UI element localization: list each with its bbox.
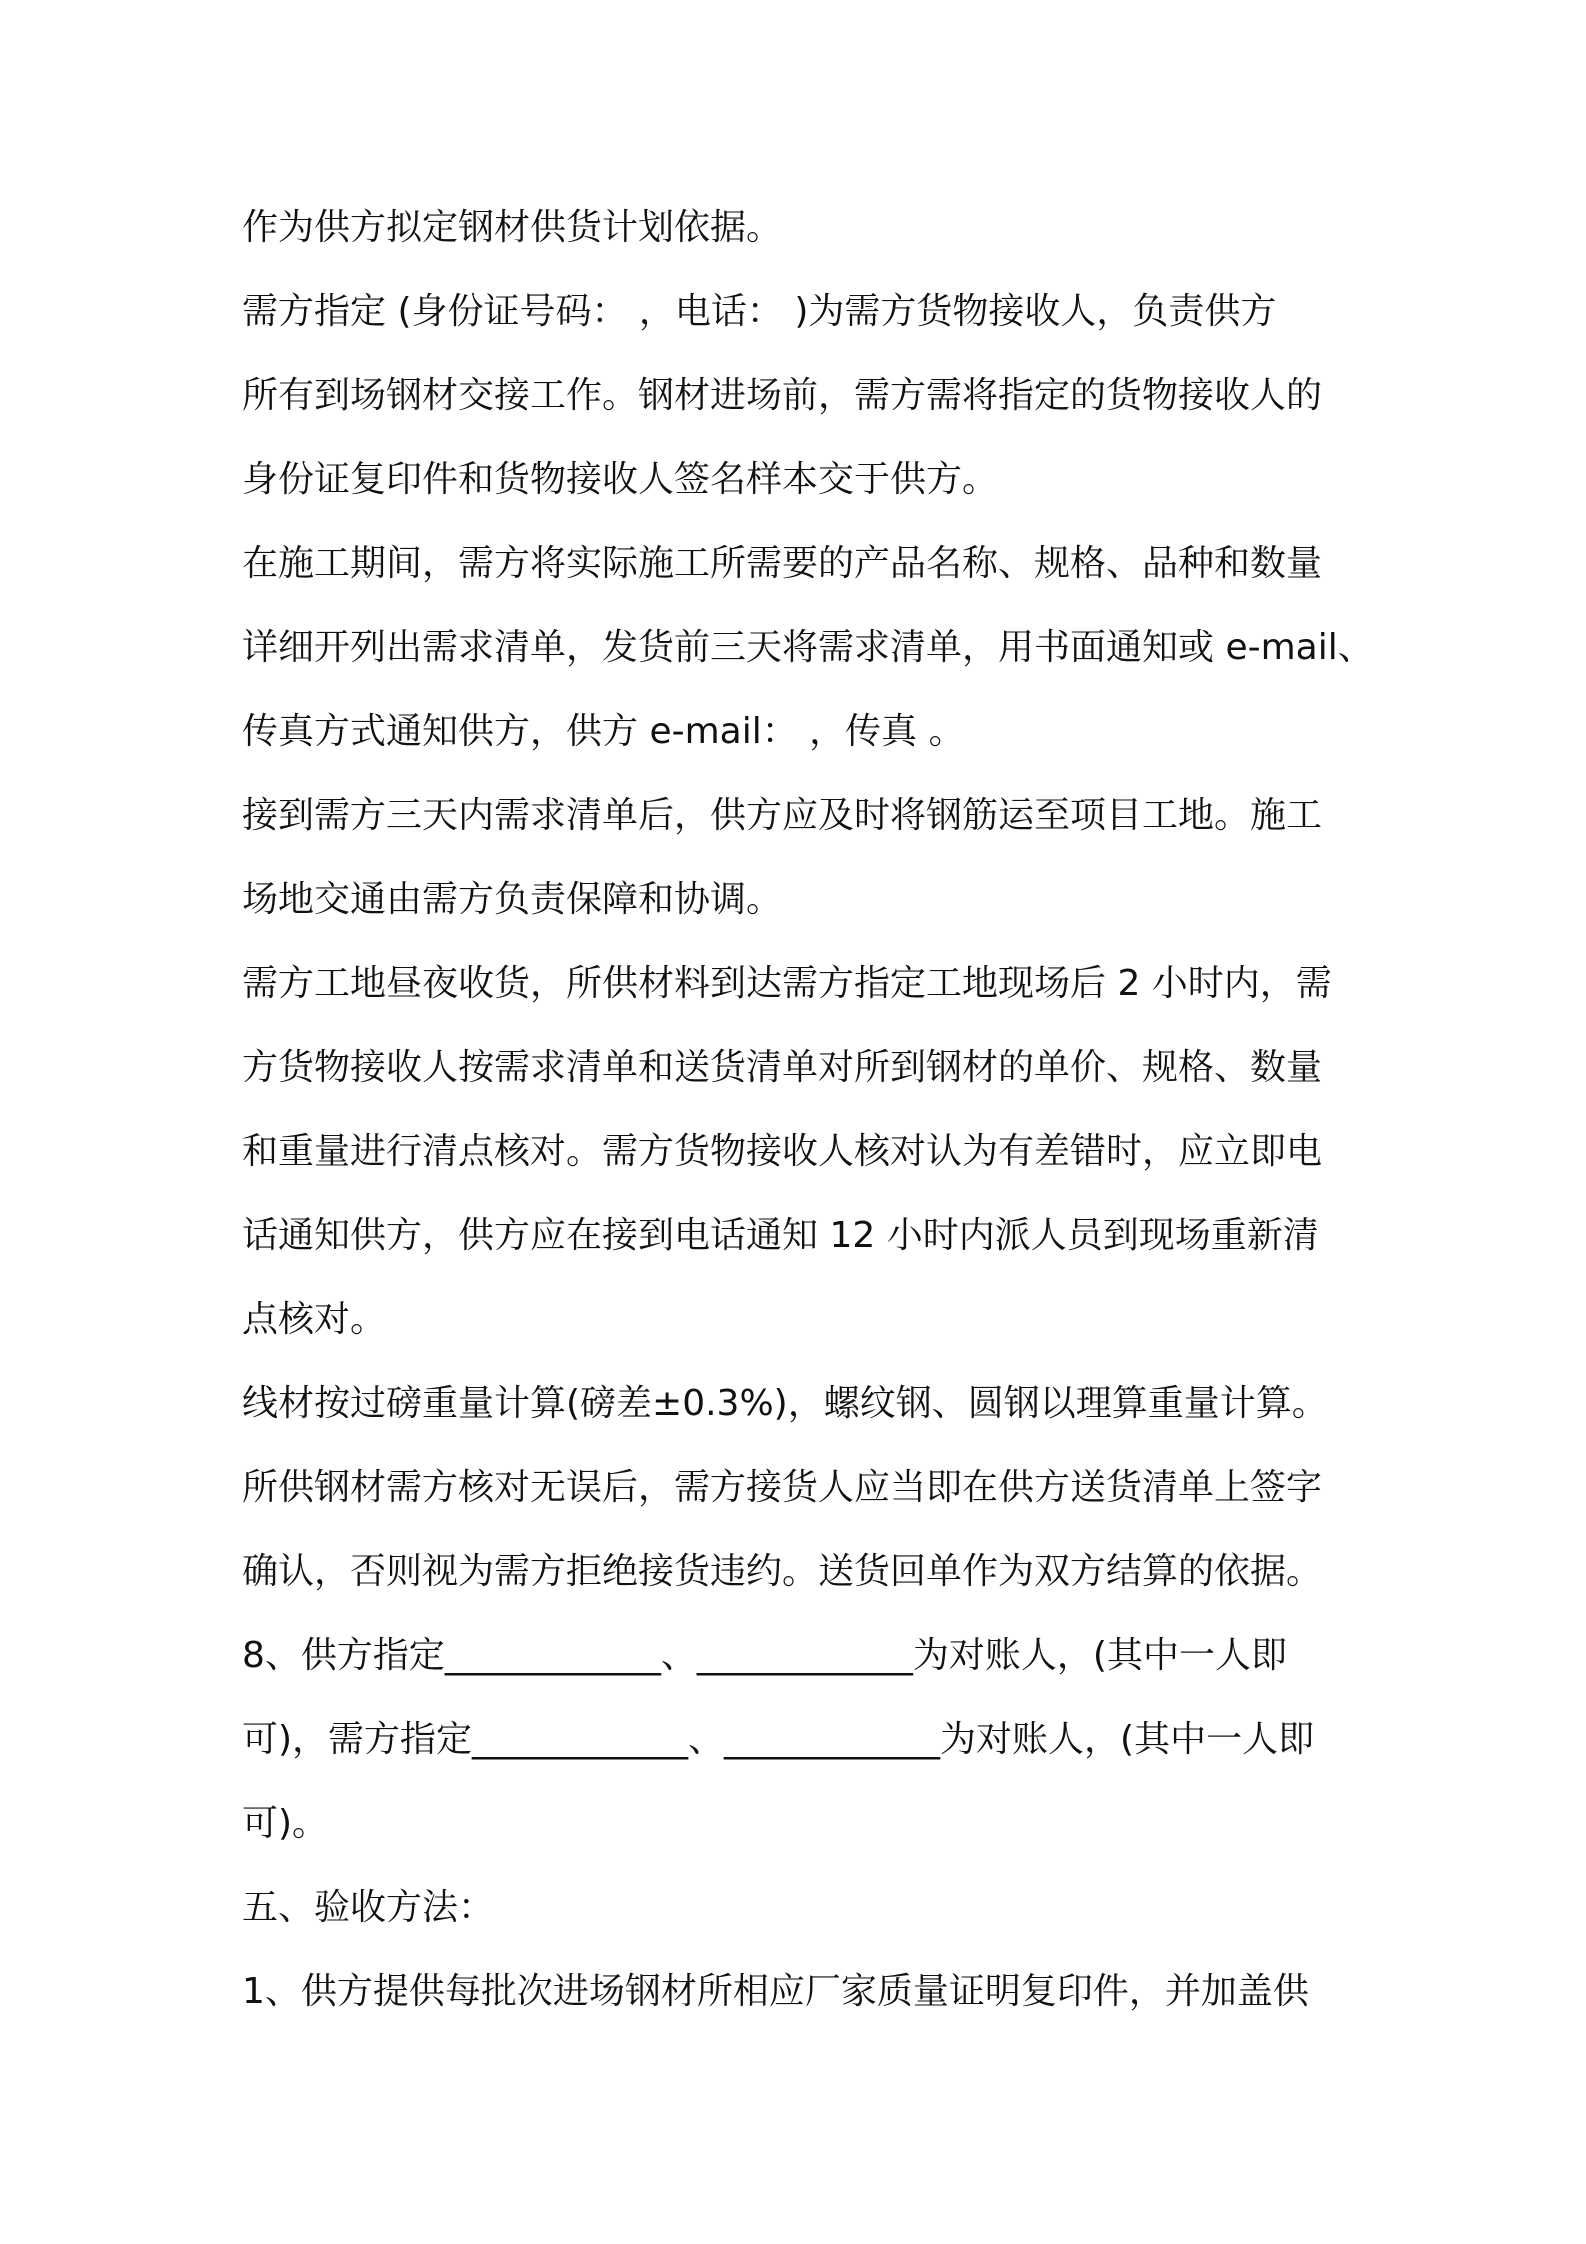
body-line-10: 需方工地昼夜收货，所供材料到达需方指定工地现场后 2 小时内，需	[242, 963, 1332, 1004]
body-line-22: 1、供方提供每批次进场钢材所相应厂家质量证明复印件，并加盖供	[242, 1971, 1309, 2012]
body-line-16: 所供钢材需方核对无误后，需方接货人应当即在供方送货清单上签字	[242, 1467, 1323, 1508]
body-line-15: 线材按过磅重量计算(磅差±0.3%)，螺纹钢、圆钢以理算重量计算。	[242, 1383, 1328, 1424]
body-line-1: 作为供方拟定钢材供货计划依据。	[242, 207, 783, 248]
body-line-14: 点核对。	[242, 1299, 387, 1340]
body-line-17: 确认，否则视为需方拒绝接货违约。送货回单作为双方结算的依据。	[242, 1551, 1323, 1592]
body-line-18: 8、供方指定____________、____________为对账人，(其中一人即	[242, 1635, 1287, 1676]
body-line-20: 可)。	[242, 1803, 329, 1844]
body-line-7: 传真方式通知供方，供方 e-mail： ，传真 。	[242, 711, 965, 752]
body-line-11: 方货物接收人按需求清单和送货清单对所到钢材的单价、规格、数量	[242, 1047, 1323, 1088]
body-line-3: 所有到场钢材交接工作。钢材进场前，需方需将指定的货物接收人的	[242, 375, 1323, 416]
body-line-5: 在施工期间，需方将实际施工所需要的产品名称、规格、品种和数量	[242, 543, 1323, 584]
body-line-9: 场地交通由需方负责保障和协调。	[242, 879, 783, 920]
body-line-8: 接到需方三天内需求清单后，供方应及时将钢筋运至项目工地。施工	[242, 795, 1323, 836]
body-line-4: 身份证复印件和货物接收人签名样本交于供方。	[242, 459, 999, 500]
body-line-12: 和重量进行清点核对。需方货物接收人核对认为有差错时，应立即电	[242, 1131, 1323, 1172]
body-line-13: 话通知供方，供方应在接到电话通知 12 小时内派人员到现场重新清	[242, 1215, 1319, 1256]
section-heading: 五、验收方法：	[242, 1887, 495, 1928]
body-line-6: 详细开列出需求清单，发货前三天将需求清单，用书面通知或 e-mail、	[242, 627, 1374, 668]
document-body	[242, 186, 1374, 2034]
body-line-2: 需方指定 (身份证号码： ，电话： )为需方货物接收人，负责供方	[242, 291, 1277, 332]
body-line-19: 可)，需方指定____________、____________为对账人，(其中一人即	[242, 1719, 1315, 1760]
